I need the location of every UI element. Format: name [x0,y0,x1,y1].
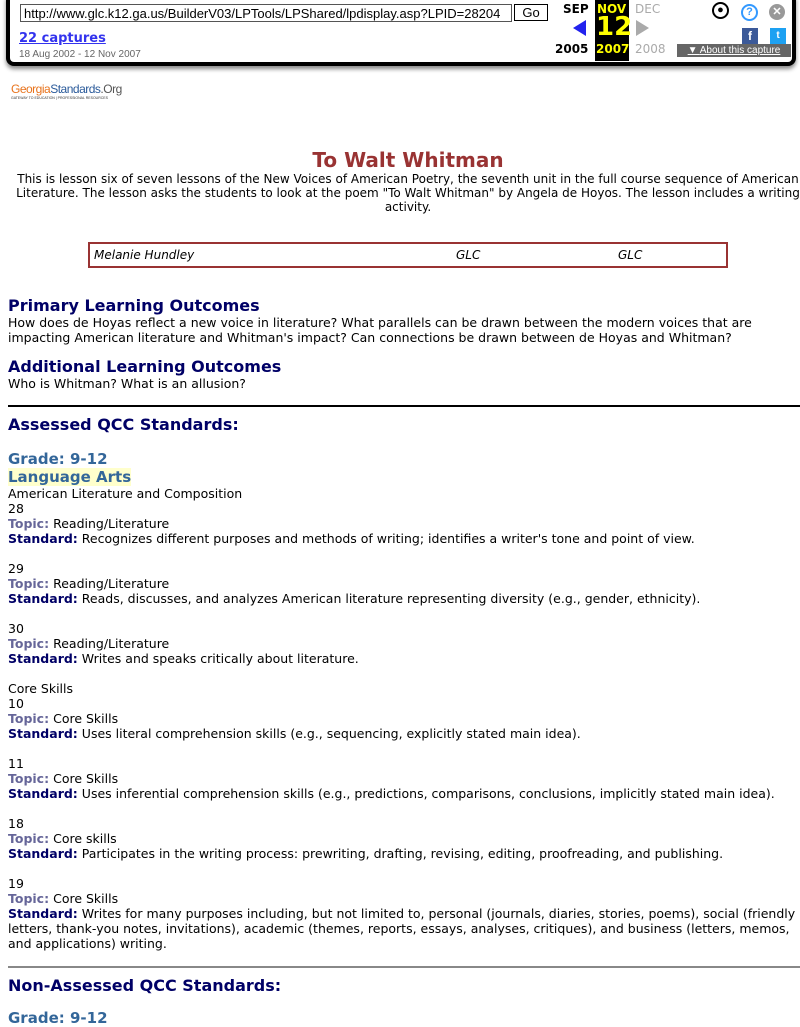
standard-item [8,501,800,546]
lesson-description: This is lesson six of seven lessons of the New Voices of American Poetry, the seventh unit in the full course sequence of American Literature. The lesson asks the students to look at the poem "To Walt Whitman" by Angela de Hoyos. The lesson includes a writing activity. [16,172,800,214]
captures-link[interactable]: 22 captures [19,31,106,46]
capture-range: 18 Aug 2002 - 12 Nov 2007 [19,49,141,60]
url-input[interactable]: http://www.glc.k12.ga.us/BuilderV03/LPTools/LPShared/lpdisplay.asp?LPID=28204 [20,4,512,22]
topic-label: Topic: [8,516,50,531]
standard-group-name: American Literature and Composition [8,486,243,501]
standard-label: Standard: [8,846,78,861]
author-org: GLC [456,248,481,262]
about-label: About this capture [699,45,781,56]
standard-number: 18 [8,816,24,831]
author-box [88,242,728,268]
topic-label: Topic: [8,636,50,651]
wayback-toolbar [6,0,796,66]
next-year: 2008 [635,42,666,56]
subject-label: Language Arts [8,468,132,486]
topic-value: Core Skills [53,771,119,786]
divider [8,405,800,407]
additional-outcomes-text: Who is Whitman? What is an allusion? [8,376,246,391]
go-button[interactable]: Go [514,4,548,21]
current-year: 2007 [596,42,630,56]
standard-label: Standard: [8,906,78,921]
standard-item [8,876,800,951]
topic-value: Core Skills [53,711,119,726]
additional-outcomes-heading: Additional Learning Outcomes [8,357,282,376]
topic-label: Topic: [8,831,50,846]
topic-label: Topic: [8,576,50,591]
prev-year[interactable]: 2005 [555,42,589,56]
author-name: Melanie Hundley [94,248,195,262]
primary-outcomes-heading: Primary Learning Outcomes [8,296,260,315]
standard-text: Writes and speaks critically about literature. [81,651,359,666]
author-org: GLC [618,248,643,262]
current-day: 12 [596,12,633,42]
standard-text: Reads, discusses, and analyzes American literature representing diversity (e.g., gender, ethnicity). [81,591,701,606]
current-month: NOV [597,2,627,16]
assessed-heading: Assessed QCC Standards: [8,415,239,434]
grade-label: Grade: 9-12 [8,1009,108,1027]
page-title: To Walt Whitman [312,148,504,172]
help-icon[interactable]: ? [741,4,758,21]
topic-label: Topic: [8,711,50,726]
standard-number: 11 [8,756,24,771]
standard-number: 30 [8,621,24,636]
standard-text: Uses literal comprehension skills (e.g., sequencing, explicitly stated main idea). [81,726,581,741]
standard-item [8,756,800,801]
grade-label: Grade: 9-12 [8,450,108,468]
standard-text: Recognizes different purposes and methods of writing; identifies a writer's tone and point of view. [81,531,695,546]
nonassessed-heading: Non-Assessed QCC Standards: [8,976,282,995]
standard-text: Uses inferential comprehension skills (e.g., predictions, comparisons, conclusions, implicitly stated main idea). [81,786,775,801]
topic-label: Topic: [8,891,50,906]
twitter-icon[interactable]: t [770,28,786,44]
topic-label: Topic: [8,771,50,786]
standard-number: 19 [8,876,24,891]
next-arrow-icon [636,20,649,36]
standard-label: Standard: [8,786,78,801]
topic-value: Reading/Literature [53,516,170,531]
topic-value: Core skills [53,831,117,846]
prev-month[interactable]: SEP [563,2,589,16]
standard-item [8,561,800,606]
next-month: DEC [635,2,661,16]
georgia-standards-logo[interactable]: GeorgiaStandards.Org GATEWAY TO EDUCATION | PROFESSIONAL RESOURCES [11,82,122,100]
standard-item [8,696,800,741]
main-content [8,296,800,1027]
logo-tagline: GATEWAY TO EDUCATION | PROFESSIONAL RESOURCES [11,96,108,100]
primary-outcomes-text: How does de Hoyas reflect a new voice in literature? What parallels can be drawn between the modern voices that are impacting American literature and Whitman's impact? Can connections be drawn between de Hoyas and Whitman? [8,315,752,345]
standard-group-name: Core Skills [8,681,74,696]
standard-number: 10 [8,696,24,711]
standard-number: 28 [8,501,24,516]
standard-label: Standard: [8,726,78,741]
standard-label: Standard: [8,531,78,546]
standard-text: Writes for many purposes including, but not limited to, personal (journals, diaries, stories, poems), social (friendly letters, thank-you notes, invitations), academic (themes, reports, essays, analyses, critiques), and business (letters, memos, and applications) writing. [8,906,796,951]
standard-label: Standard: [8,651,78,666]
standard-item [8,621,800,666]
topic-value: Reading/Literature [53,636,170,651]
divider [8,966,800,968]
standard-item [8,816,800,861]
topic-value: Core Skills [53,891,119,906]
user-icon[interactable]: ● [712,2,729,19]
facebook-icon[interactable]: f [742,28,758,44]
standard-label: Standard: [8,591,78,606]
standard-number: 29 [8,561,24,576]
close-icon[interactable]: ✕ [769,4,785,20]
topic-value: Reading/Literature [53,576,170,591]
about-capture-button[interactable]: ▼ About this capture [677,44,791,57]
prev-arrow-icon[interactable] [573,20,586,36]
standard-text: Participates in the writing process: prewriting, drafting, revising, editing, proofreading, and publishing. [81,846,724,861]
